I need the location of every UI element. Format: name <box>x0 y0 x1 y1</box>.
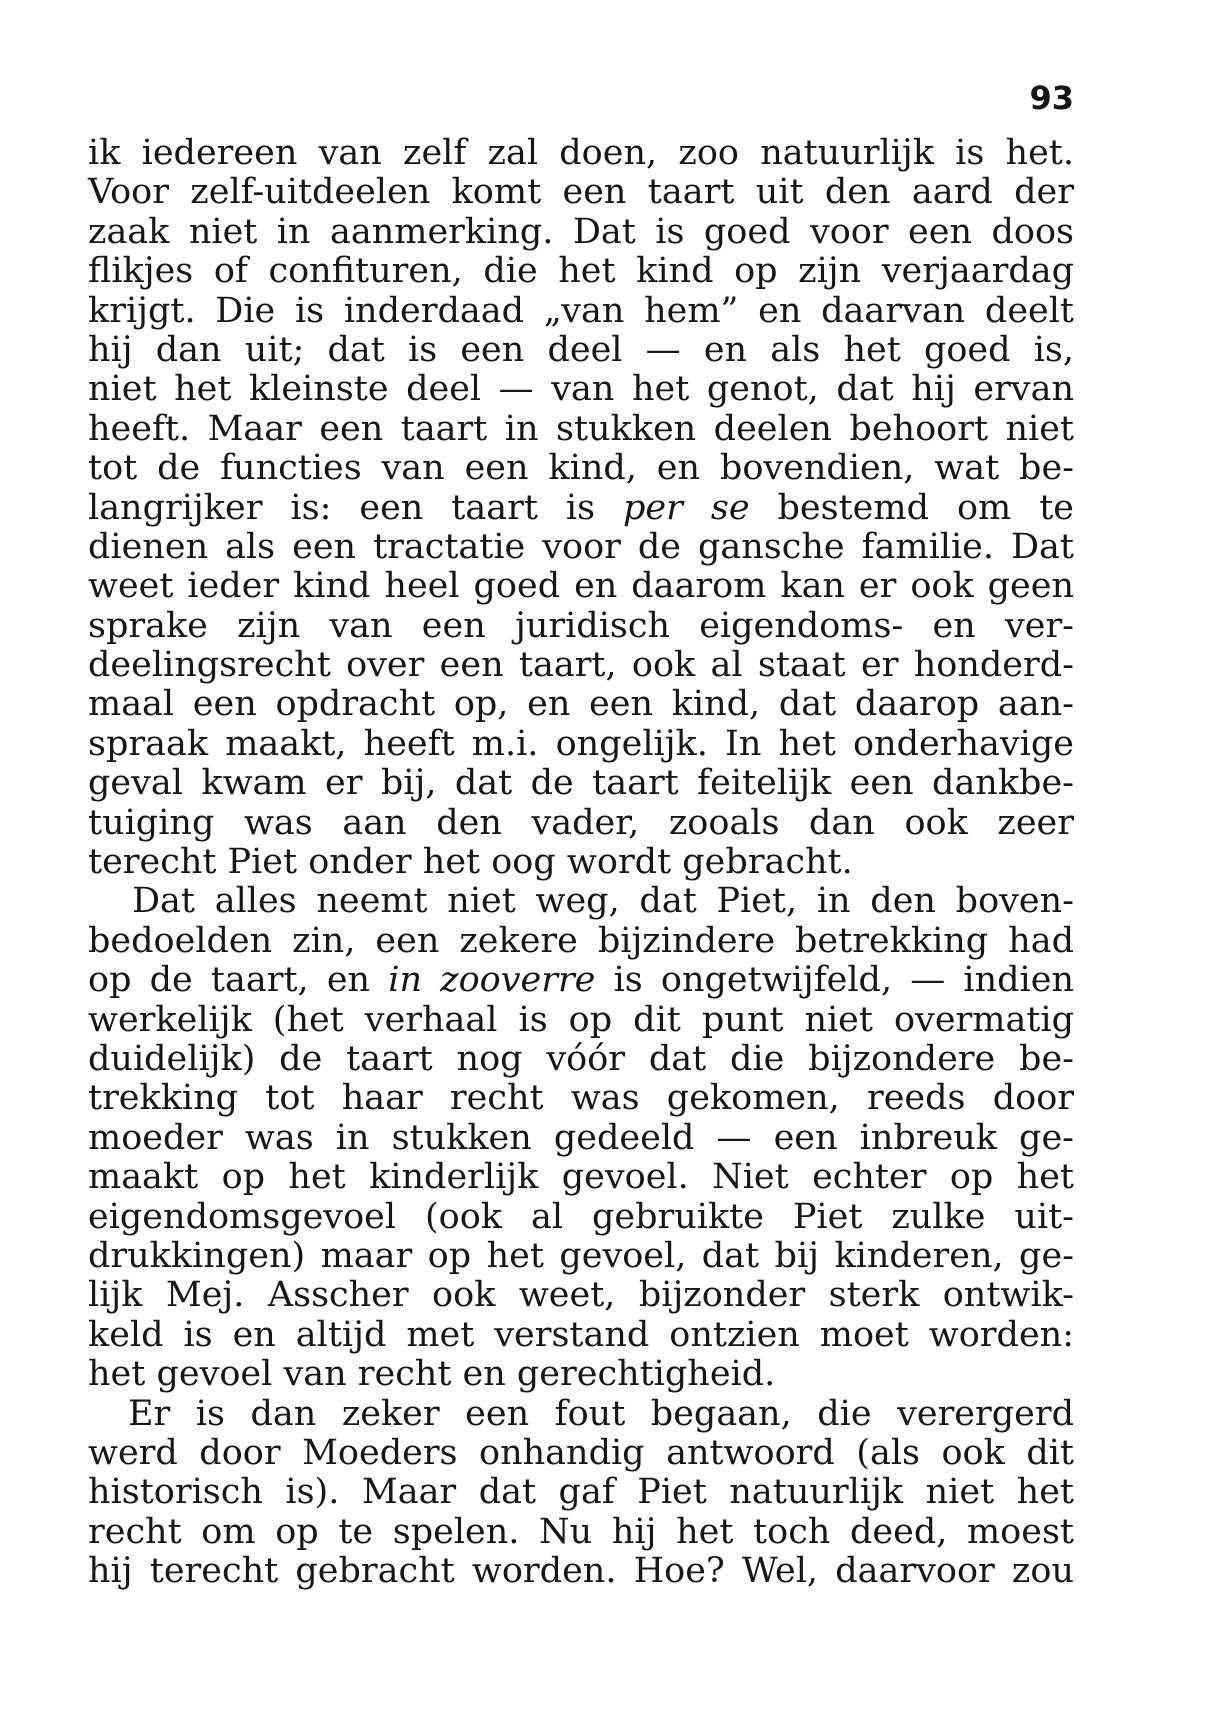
text-line: dienen als een tractatie voor de gansche familie. Dat <box>88 526 1074 567</box>
text-line: Voor zelf-uitdeelen komt een taart uit den aard der <box>88 172 1074 213</box>
text-line: lijk Mej. Asscher ook weet, bijzonder sterk ontwik- <box>88 1275 1074 1316</box>
page-number: 93 <box>1029 79 1074 117</box>
text-line: maal een opdracht op, en een kind, dat daarop aan- <box>88 684 1074 725</box>
text-line: geval kwam er bij, dat de taart feitelijk een dankbe- <box>88 763 1074 804</box>
text-line: weet ieder kind heel goed en daarom kan er ook geen <box>88 566 1074 607</box>
text-line: Dat alles neemt niet weg, dat Piet, in den boven- <box>132 881 1074 922</box>
text-line: op de taart, en in zooverre is ongetwijfeld, — indien <box>88 960 1075 1001</box>
text-line: heeft. Maar een taart in stukken deelen behoort niet <box>88 408 1074 449</box>
text-line: historisch is). Maar dat gaf Piet natuurlijk niet het <box>88 1472 1074 1513</box>
text-line: keld is en altijd met verstand ontzien moet worden: <box>88 1314 1074 1355</box>
text-line: Er is dan zeker een fout begaan, die verergerd <box>128 1393 1074 1434</box>
text-line: hij terecht gebracht worden. Hoe? Wel, daarvoor zou <box>88 1551 1074 1592</box>
text-line: het gevoel van recht en gerechtigheid. <box>88 1354 776 1395</box>
text-line: sprake zijn van een juridisch eigendoms- en ver- <box>88 605 1074 646</box>
text-line: drukkingen) maar op het gevoel, dat bij kinderen, ge- <box>88 1235 1074 1276</box>
italic-phrase: in zooverre <box>388 960 596 1001</box>
text-line: werkelijk (het verhaal is op dit punt niet overmatig <box>88 999 1074 1040</box>
text-line: spraak maakt, heeft m.i. ongelijk. In het onderhavige <box>88 723 1074 764</box>
text-line: trekking tot haar recht was gekomen, reeds door <box>88 1078 1074 1119</box>
text-line: tuiging was aan den vader, zooals dan ook zeer <box>88 802 1074 843</box>
text-line: krijgt. Die is inderdaad „van hem” en daarvan deelt <box>88 290 1074 331</box>
text-line: maakt op het kinderlijk gevoel. Niet echter op het <box>88 1157 1074 1198</box>
text-line: werd door Moeders onhandig antwoord (als ook dit <box>88 1432 1074 1473</box>
text-line: terecht Piet onder het oog wordt gebracht. <box>88 842 853 883</box>
text-line: tot de functies van een kind, en bovendien, wat be- <box>88 448 1074 489</box>
text-line: moeder was in stukken gedeeld — een inbreuk ge- <box>88 1117 1074 1158</box>
text-line: recht om op te spelen. Nu hij het toch deed, moest <box>88 1511 1074 1552</box>
text-line: flikjes of confituren, die het kind op zijn verjaardag <box>88 251 1074 292</box>
text-line: eigendomsgevoel (ook al gebruikte Piet zulke uit- <box>88 1196 1074 1237</box>
text-line: duidelijk) de taart nog vóór dat die bijzondere be- <box>88 1038 1074 1079</box>
italic-phrase: per se <box>623 487 750 528</box>
text-line: langrijker is: een taart is per se bestemd om te <box>88 487 1074 528</box>
body-text <box>88 134 1074 1591</box>
text-line: deelingsrecht over een taart, ook al staat er honderd- <box>88 645 1074 686</box>
text-line: zaak niet in aanmerking. Dat is goed voor een doos <box>88 211 1074 252</box>
text-line: ik iedereen van zelf zal doen, zoo natuurlijk is het. <box>88 133 1074 173</box>
text-line: niet het kleinste deel — van het genot, dat hij ervan <box>88 369 1074 410</box>
text-line: hij dan uit; dat is een deel — en als het goed is, <box>88 329 1074 370</box>
text-line: bedoelden zin, een zekere bijzindere betrekking had <box>88 920 1074 961</box>
